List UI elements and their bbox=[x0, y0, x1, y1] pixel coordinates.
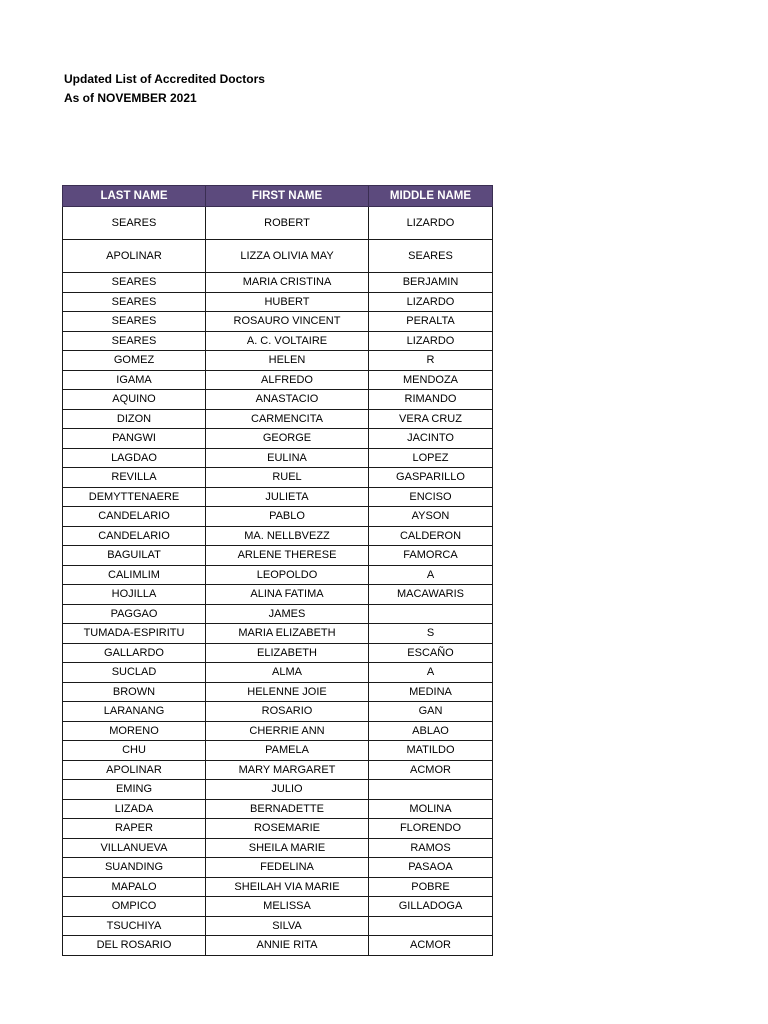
middle-name-cell: LIZARDO bbox=[369, 207, 493, 240]
first-name-cell: MARIA CRISTINA bbox=[206, 273, 369, 293]
table-row bbox=[63, 370, 493, 390]
last-name-cell: HOJILLA bbox=[63, 585, 206, 605]
first-name-cell: MARIA ELIZABETH bbox=[206, 624, 369, 644]
middle-name-cell: RAMOS bbox=[369, 838, 493, 858]
last-name-cell: BROWN bbox=[63, 682, 206, 702]
header-last-name: LAST NAME bbox=[63, 186, 206, 207]
last-name-cell: CHU bbox=[63, 741, 206, 761]
middle-name-cell: AYSON bbox=[369, 507, 493, 527]
first-name-cell: GEORGE bbox=[206, 429, 369, 449]
middle-name-cell: SEARES bbox=[369, 240, 493, 273]
last-name-cell: TUMADA-ESPIRITU bbox=[63, 624, 206, 644]
middle-name-cell: LIZARDO bbox=[369, 331, 493, 351]
table-body bbox=[63, 207, 493, 956]
last-name-cell: CALIMLIM bbox=[63, 565, 206, 585]
first-name-cell: ANASTACIO bbox=[206, 390, 369, 410]
table-row bbox=[63, 240, 493, 273]
first-name-cell: LEOPOLDO bbox=[206, 565, 369, 585]
first-name-cell: PAMELA bbox=[206, 741, 369, 761]
table-row bbox=[63, 741, 493, 761]
middle-name-cell: R bbox=[369, 351, 493, 371]
middle-name-cell: VERA CRUZ bbox=[369, 409, 493, 429]
last-name-cell: AQUINO bbox=[63, 390, 206, 410]
table-row bbox=[63, 546, 493, 566]
middle-name-cell: ACMOR bbox=[369, 936, 493, 956]
middle-name-cell: ESCAÑO bbox=[369, 643, 493, 663]
document-subtitle: As of NOVEMBER 2021 bbox=[64, 91, 197, 105]
first-name-cell: ROSARIO bbox=[206, 702, 369, 722]
table-row bbox=[63, 273, 493, 293]
first-name-cell: HELENNE JOIE bbox=[206, 682, 369, 702]
last-name-cell: SUCLAD bbox=[63, 663, 206, 683]
middle-name-cell: ACMOR bbox=[369, 760, 493, 780]
table-row bbox=[63, 663, 493, 683]
last-name-cell: SEARES bbox=[63, 331, 206, 351]
table-row bbox=[63, 624, 493, 644]
middle-name-cell: RIMANDO bbox=[369, 390, 493, 410]
header-first-name: FIRST NAME bbox=[206, 186, 369, 207]
first-name-cell: MELISSA bbox=[206, 897, 369, 917]
last-name-cell: TSUCHIYA bbox=[63, 916, 206, 936]
first-name-cell: ROBERT bbox=[206, 207, 369, 240]
middle-name-cell: FAMORCA bbox=[369, 546, 493, 566]
table-row bbox=[63, 858, 493, 878]
table-row bbox=[63, 780, 493, 800]
first-name-cell: JULIETA bbox=[206, 487, 369, 507]
last-name-cell: IGAMA bbox=[63, 370, 206, 390]
table-row bbox=[63, 331, 493, 351]
table-row bbox=[63, 877, 493, 897]
last-name-cell: EMING bbox=[63, 780, 206, 800]
last-name-cell: LARANANG bbox=[63, 702, 206, 722]
first-name-cell: A. C. VOLTAIRE bbox=[206, 331, 369, 351]
middle-name-cell: S bbox=[369, 624, 493, 644]
table-row bbox=[63, 292, 493, 312]
first-name-cell: HELEN bbox=[206, 351, 369, 371]
last-name-cell: LAGDAO bbox=[63, 448, 206, 468]
last-name-cell: MAPALO bbox=[63, 877, 206, 897]
last-name-cell: VILLANUEVA bbox=[63, 838, 206, 858]
first-name-cell: MA. NELLBVEZZ bbox=[206, 526, 369, 546]
table-row bbox=[63, 916, 493, 936]
table-row bbox=[63, 643, 493, 663]
first-name-cell: ELIZABETH bbox=[206, 643, 369, 663]
table-row bbox=[63, 838, 493, 858]
table-row bbox=[63, 409, 493, 429]
first-name-cell: ROSAURO VINCENT bbox=[206, 312, 369, 332]
last-name-cell: PAGGAO bbox=[63, 604, 206, 624]
middle-name-cell: MACAWARIS bbox=[369, 585, 493, 605]
middle-name-cell bbox=[369, 604, 493, 624]
middle-name-cell: JACINTO bbox=[369, 429, 493, 449]
table-row bbox=[63, 429, 493, 449]
table-row bbox=[63, 507, 493, 527]
first-name-cell: JAMES bbox=[206, 604, 369, 624]
last-name-cell: APOLINAR bbox=[63, 240, 206, 273]
first-name-cell: SILVA bbox=[206, 916, 369, 936]
middle-name-cell: GILLADOGA bbox=[369, 897, 493, 917]
table-row bbox=[63, 721, 493, 741]
table-row bbox=[63, 448, 493, 468]
last-name-cell: RAPER bbox=[63, 819, 206, 839]
last-name-cell: MORENO bbox=[63, 721, 206, 741]
last-name-cell: BAGUILAT bbox=[63, 546, 206, 566]
first-name-cell: FEDELINA bbox=[206, 858, 369, 878]
first-name-cell: CARMENCITA bbox=[206, 409, 369, 429]
first-name-cell: HUBERT bbox=[206, 292, 369, 312]
last-name-cell: PANGWI bbox=[63, 429, 206, 449]
middle-name-cell: ENCISO bbox=[369, 487, 493, 507]
table-row bbox=[63, 682, 493, 702]
table-row bbox=[63, 760, 493, 780]
table-row bbox=[63, 351, 493, 371]
last-name-cell: CANDELARIO bbox=[63, 507, 206, 527]
first-name-cell: ARLENE THERESE bbox=[206, 546, 369, 566]
middle-name-cell: FLORENDO bbox=[369, 819, 493, 839]
last-name-cell: LIZADA bbox=[63, 799, 206, 819]
table-row bbox=[63, 702, 493, 722]
table-row bbox=[63, 565, 493, 585]
first-name-cell: ALINA FATIMA bbox=[206, 585, 369, 605]
middle-name-cell: CALDERON bbox=[369, 526, 493, 546]
table-row bbox=[63, 207, 493, 240]
last-name-cell: SEARES bbox=[63, 312, 206, 332]
last-name-cell: GOMEZ bbox=[63, 351, 206, 371]
table-row bbox=[63, 468, 493, 488]
middle-name-cell: BERJAMIN bbox=[369, 273, 493, 293]
middle-name-cell: LIZARDO bbox=[369, 292, 493, 312]
table-row bbox=[63, 799, 493, 819]
middle-name-cell: GASPARILLO bbox=[369, 468, 493, 488]
middle-name-cell: LOPEZ bbox=[369, 448, 493, 468]
middle-name-cell: ABLAO bbox=[369, 721, 493, 741]
first-name-cell: LIZZA OLIVIA MAY bbox=[206, 240, 369, 273]
first-name-cell: RUEL bbox=[206, 468, 369, 488]
first-name-cell: BERNADETTE bbox=[206, 799, 369, 819]
middle-name-cell bbox=[369, 916, 493, 936]
middle-name-cell bbox=[369, 780, 493, 800]
table-row bbox=[63, 526, 493, 546]
middle-name-cell: PASAOA bbox=[369, 858, 493, 878]
first-name-cell: ALFREDO bbox=[206, 370, 369, 390]
middle-name-cell: PERALTA bbox=[369, 312, 493, 332]
accredited-doctors-table bbox=[62, 185, 493, 956]
table-row bbox=[63, 819, 493, 839]
last-name-cell: APOLINAR bbox=[63, 760, 206, 780]
document-header bbox=[64, 70, 265, 108]
first-name-cell: PABLO bbox=[206, 507, 369, 527]
table-header-row bbox=[63, 186, 493, 207]
first-name-cell: MARY MARGARET bbox=[206, 760, 369, 780]
last-name-cell: SUANDING bbox=[63, 858, 206, 878]
first-name-cell: SHEILAH VIA MARIE bbox=[206, 877, 369, 897]
last-name-cell: SEARES bbox=[63, 292, 206, 312]
first-name-cell: ALMA bbox=[206, 663, 369, 683]
last-name-cell: DIZON bbox=[63, 409, 206, 429]
first-name-cell: JULIO bbox=[206, 780, 369, 800]
first-name-cell: ROSEMARIE bbox=[206, 819, 369, 839]
table-row bbox=[63, 936, 493, 956]
middle-name-cell: A bbox=[369, 565, 493, 585]
header-middle-name: MIDDLE NAME bbox=[369, 186, 493, 207]
first-name-cell: CHERRIE ANN bbox=[206, 721, 369, 741]
middle-name-cell: MOLINA bbox=[369, 799, 493, 819]
document-title: Updated List of Accredited Doctors bbox=[64, 72, 265, 86]
table-row bbox=[63, 604, 493, 624]
middle-name-cell: MENDOZA bbox=[369, 370, 493, 390]
middle-name-cell: A bbox=[369, 663, 493, 683]
last-name-cell: OMPICO bbox=[63, 897, 206, 917]
table-row bbox=[63, 312, 493, 332]
first-name-cell: ANNIE RITA bbox=[206, 936, 369, 956]
last-name-cell: CANDELARIO bbox=[63, 526, 206, 546]
table-row bbox=[63, 897, 493, 917]
middle-name-cell: MATILDO bbox=[369, 741, 493, 761]
last-name-cell: REVILLA bbox=[63, 468, 206, 488]
last-name-cell: SEARES bbox=[63, 207, 206, 240]
last-name-cell: SEARES bbox=[63, 273, 206, 293]
table-row bbox=[63, 390, 493, 410]
first-name-cell: SHEILA MARIE bbox=[206, 838, 369, 858]
last-name-cell: DEL ROSARIO bbox=[63, 936, 206, 956]
first-name-cell: EULINA bbox=[206, 448, 369, 468]
middle-name-cell: MEDINA bbox=[369, 682, 493, 702]
middle-name-cell: POBRE bbox=[369, 877, 493, 897]
last-name-cell: GALLARDO bbox=[63, 643, 206, 663]
last-name-cell: DEMYTTENAERE bbox=[63, 487, 206, 507]
table-row bbox=[63, 585, 493, 605]
table-row bbox=[63, 487, 493, 507]
middle-name-cell: GAN bbox=[369, 702, 493, 722]
